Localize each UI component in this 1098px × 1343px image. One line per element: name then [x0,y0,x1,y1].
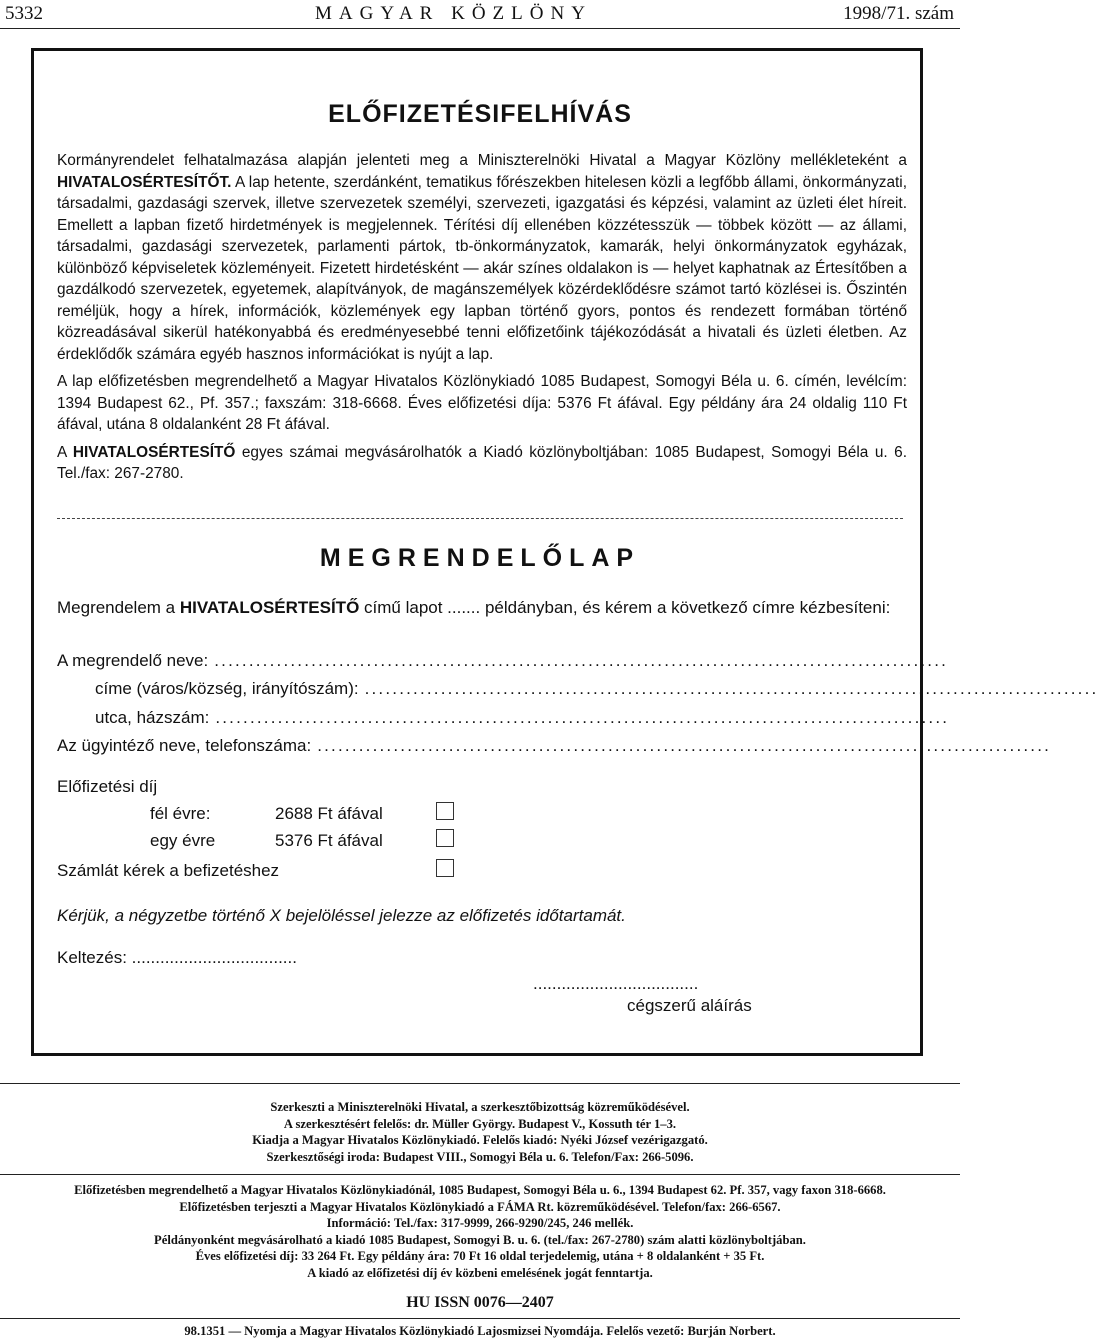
page-number: 5332 [5,3,43,24]
imprint-line: Információ: Tel./fax: 317-9999, 266-9290/245, 246 mellék. [326,1216,634,1231]
year-price: 5376 Ft áfával [275,831,383,850]
signature-label: cégszerű aláírás [627,996,752,1015]
street-field-dots[interactable]: .......................................................................................................... [215,708,950,727]
order-intro-lead: Megrendelem a [57,598,180,617]
issn: HU ISSN 0076—2407 [406,1294,554,1311]
imprint-line: Kiadja a Magyar Hivatalos Közlönykiadó. Felelős kiadó: Nyéki József vezérigazgató. [252,1133,708,1148]
street-field-label: utca, házszám: [95,708,210,727]
invoice-label: Számlát kérek a befizetéshez [57,861,280,880]
printer-line: 98.1351 — Nyomja a Magyar Hivatalos Közlönykiadó Lajosmizsei Nyomdája. Felelős vezető: Burján Norbert. [184,1324,776,1338]
notice-paragraph-3-bold: HIVATALOSÉRTESÍTŐ [72,443,236,461]
header-divider [0,28,960,29]
order-intro-bold: HIVATALOSÉRTESÍTŐ [179,598,360,617]
notice-title: ELŐFIZETÉSIFELHÍVÁS [328,100,632,128]
address-field-label: címe (város/község, irányítószám): [95,679,359,698]
contact-field-dots[interactable]: .......................................................................................................... [317,736,1052,755]
half-year-price: 2688 Ft áfával [275,804,383,823]
signature-line[interactable]: ................................... [533,974,699,993]
footer-divider-middle [0,1174,960,1175]
street-field-row[interactable] [95,708,950,730]
notice-paragraph-3-rest: egyes számai megvásárolhatók a Kiadó közlönyboltjában: 1085 Budapest, Somogyi Béla u. 6. Tel./fax: 267-2780. [57,443,907,482]
notice-paragraph-1-rest: A lap hetente, szerdánként, tematikus főrészekben hitelesen közli a legfőbb állami, önkormányzati, társadalmi, gazdasági szervek, illetve szervezetek személyi, szervezeti, igazgatási és képzési, valamint az üzleti élet híreit. Emellett a lapban fizető hirdetmények is megjelennek. Térítési díj ellenében közzétesszük — többek között — az állami, társadalmi, gazdasági szervezetek, parlamenti pártok, tb-önkormányzatok, kamarák, helyi önkormányzatok egyházak, különböző képviseletek közleményeit. Fizetett hirdetésként — akár színes oldalakon is — helyet kaphatnak az Értesítőben a gazdálkodó szervezetek, egyetemek, alapítványok, de magánszemélyek közérdeklődésre számot tartó közlései is. Őszintén reméljük, hogy a hírek, információk, közlemények egy lapban történő gyors, pontos és rendezett formában történő közreadásával sikerül hatékonyabbá és eredményesebbé tenni előfizetőink tájékozódását a hivatali és üzleti életben. Az érdeklődők számára egyéb hasznos információkat is nyújt a lap. [57,173,907,363]
invoice-checkbox[interactable] [436,859,454,877]
half-year-checkbox[interactable] [436,802,454,820]
imprint-line: Szerkesztőségi iroda: Budapest VIII., Somogyi Béla u. 6. Telefon/Fax: 266-5096. [266,1149,694,1164]
notice-paragraph-1-lead: Kormányrendelet felhatalmazása alapján jelenteti meg a Miniszterelnöki Hivatal a Magyar Közlöny mellékleteként a [57,152,907,169]
order-intro [57,597,907,619]
order-intro-rest: című lapot ....... példányban, és kérem a következő címre kézbesíteni: [359,598,891,617]
notice-paragraph-1-bold: HIVATALOSÉRTESÍTŐT. [57,173,232,191]
notice-paragraph-1 [57,150,907,365]
name-field-label: A megrendelő neve: [57,651,209,670]
contact-field-label: Az ügyintéző neve, telefonszáma: [57,736,312,755]
fee-heading: Előfizetési díj [57,777,158,796]
footer-divider-bottom [0,1318,960,1319]
name-field-row[interactable] [57,651,949,673]
imprint-line: Példányonként megvásárolható a kiadó 1085 Budapest, Somogyi B. u. 6. (tel./fax: 267-2780) szám alatti közlönyboltjában. [154,1232,806,1247]
page-header [0,0,960,28]
half-year-label: fél évre: [150,804,211,823]
name-field-dots[interactable]: .......................................................................................................... [214,651,949,670]
publication-title: MAGYAR KÖZLÖNY [315,3,592,24]
notice-paragraph-2: A lap előfizetésben megrendelhető a Magyar Hivatalos Közlönykiadó 1085 Budapest, Somogyi Béla u. 6. címén, levélcím: 1394 Budapest 62., Pf. 357.; faxszám: 318-6668. Éves előfizetési díja: 5376 Ft áfával. Egy példány ára 24 oldalig 110 Ft áfával, utána 8 oldalanként 28 Ft áfával. [57,373,907,433]
imprint-line: Éves előfizetési díj: 33 264 Ft. Egy példány ára: 70 Ft 16 oldal terjedelemig, utána + 8 oldalanként + 35 Ft. [195,1249,765,1264]
cut-line [57,518,903,519]
subscription-imprint [0,1182,960,1282]
marking-instruction: Kérjük, a négyzetbe történő X bejelöléssel jelezze az előfizetés időtartamát. [57,906,626,925]
imprint-line: Előfizetésben terjeszti a Magyar Hivatalos Közlönykiadó a FÁMA Rt. közreműködésével. Telefon/fax: 266-6567. [179,1199,781,1214]
notice-paragraph-3 [57,442,907,485]
address-field-dots[interactable]: .......................................................................................................... [364,679,1098,698]
imprint-line: A kiadó az előfizetési díj év közbeni emelésének jogát fenntartja. [307,1265,653,1280]
imprint-line: A szerkesztésért felelős: dr. Müller György. Budapest V., Kossuth tér 1–3. [283,1116,677,1131]
year-checkbox[interactable] [436,829,454,847]
contact-field-row[interactable] [57,736,1052,758]
date-field[interactable]: Keltezés: ................................... [57,948,297,967]
notice-body [57,150,907,491]
address-field-row[interactable] [95,679,1098,701]
year-label: egy évre [150,831,216,850]
issue-number: 1998/71. szám [843,3,954,24]
imprint-line: Szerkeszti a Miniszterelnöki Hivatal, a szerkesztőbizottság közreműködésével. [270,1100,690,1114]
order-form-title: MEGRENDELŐLAP [319,544,641,572]
imprint-line: Előfizetésben megrendelhető a Magyar Hivatalos Közlönykiadónál, 1085 Budapest, Somogyi Béla u. 6., 1394 Budapest 62. Pf. 357, vagy faxon 318-6668. [74,1183,886,1197]
notice-paragraph-3-lead: A [57,443,73,461]
editorial-imprint [0,1099,960,1165]
footer-divider-top [0,1083,960,1084]
